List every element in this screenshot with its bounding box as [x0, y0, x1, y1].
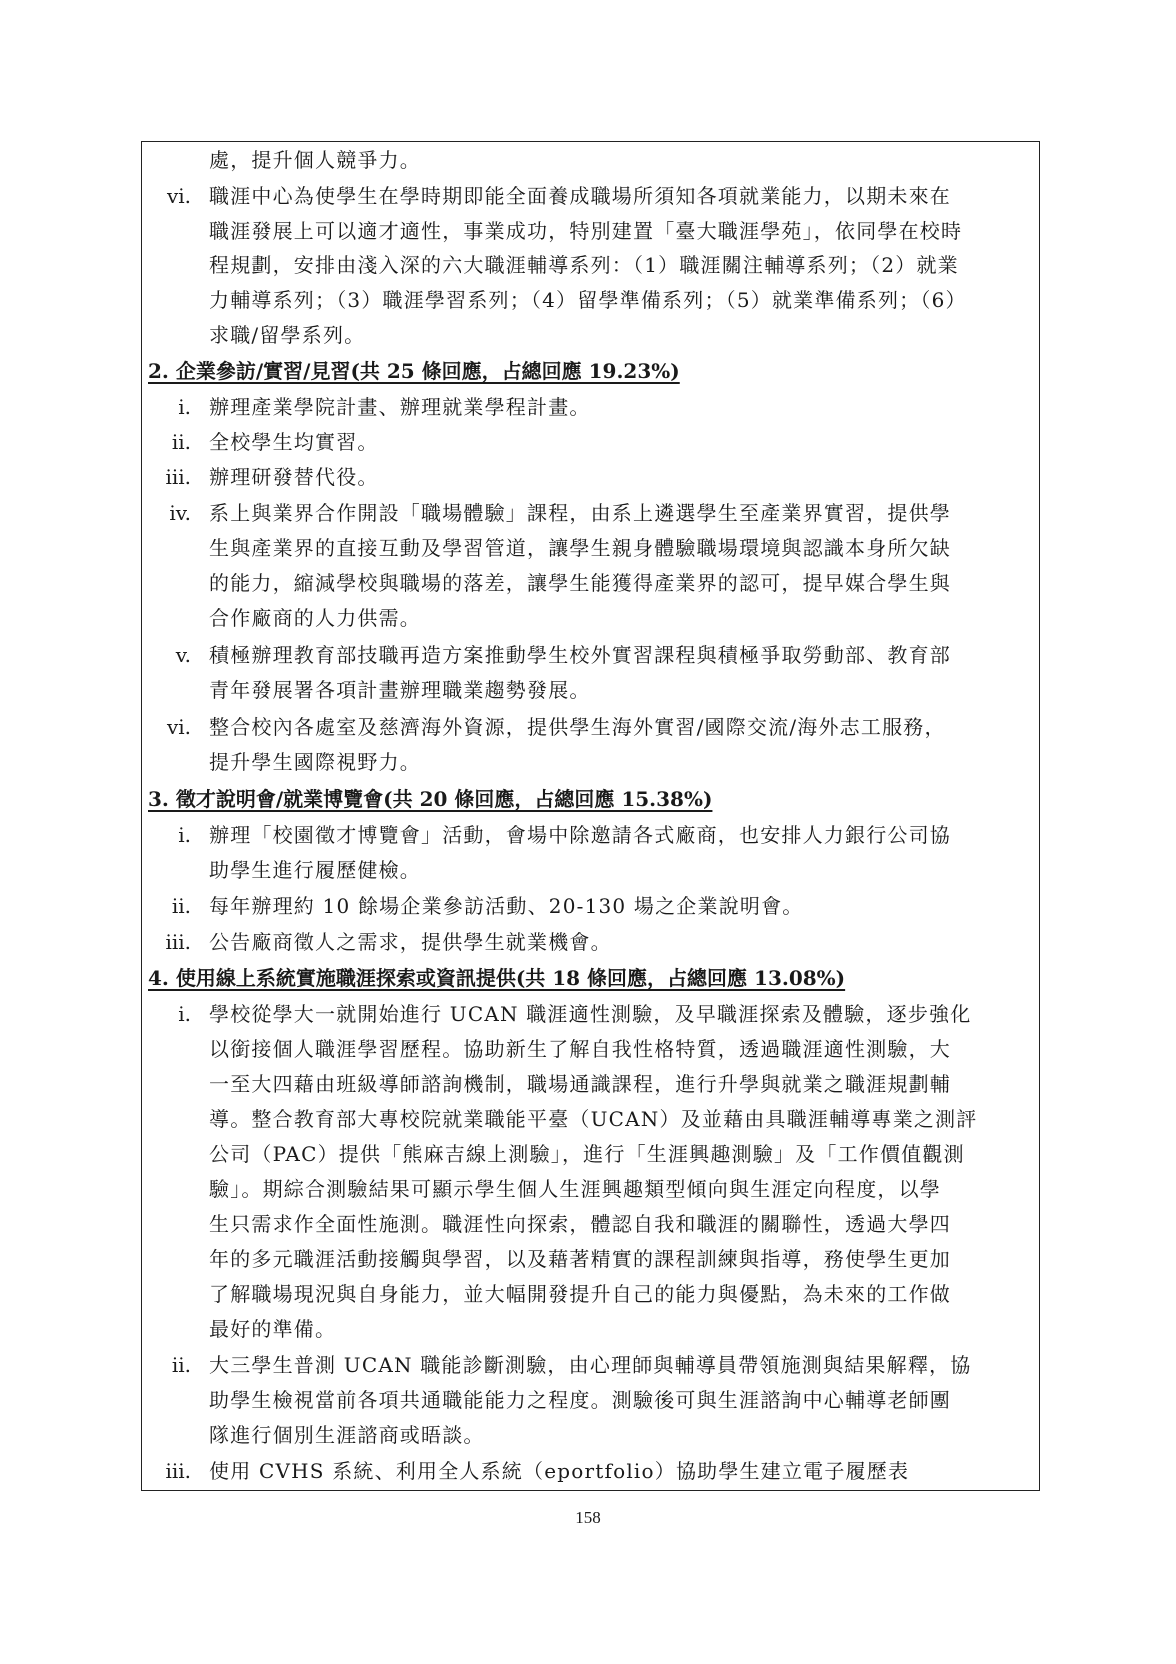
item-line: 公告廠商徵人之需求，提供學生就業機會。 — [209, 930, 612, 954]
item-number: i. — [178, 1002, 191, 1026]
item-line: 大三學生普測 UCAN 職能診斷測驗，由心理師與輔導員帶領施測與結果解釋，協 — [209, 1353, 972, 1377]
item-number: ii. — [171, 430, 191, 454]
item-number: i. — [178, 395, 191, 419]
item-number: ii. — [171, 894, 191, 918]
continuation-line: 處，提升個人競爭力。 — [209, 148, 421, 172]
item-line: 求職/留學系列。 — [209, 323, 366, 347]
section-heading: 3. 徵才說明會/就業博覽會(共 20 條回應，占總回應 15.38%) — [148, 787, 713, 811]
item-line: 公司（PAC）提供「熊麻吉線上測驗」，進行「生涯興趣測驗」及「工作價值觀測 — [209, 1142, 965, 1166]
item-number: i. — [178, 823, 191, 847]
item-line: 一至大四藉由班級導師諮詢機制，職場通識課程，進行升學與就業之職涯規劃輔 — [209, 1072, 951, 1096]
item-line: 力輔導系列；（3）職涯學習系列；（4）留學準備系列；（5）就業準備系列；（6） — [209, 288, 967, 312]
item-line: 全校學生均實習。 — [209, 430, 379, 454]
item-line: 程規劃，安排由淺入深的六大職涯輔導系列：（1）職涯關注輔導系列；（2）就業 — [209, 253, 959, 277]
item-line: 整合校內各處室及慈濟海外資源，提供學生海外實習/國際交流/海外志工服務， — [209, 715, 946, 739]
item-line: 助學生檢視當前各項共通職能能力之程度。測驗後可與生涯諮詢中心輔導老師團 — [209, 1388, 951, 1412]
item-line: 隊進行個別生涯諮商或晤談。 — [209, 1423, 485, 1447]
item-line: 每年辦理約 10 餘場企業參訪活動、20-130 場之企業說明會。 — [209, 894, 804, 918]
item-line: 辦理產業學院計畫、辦理就業學程計畫。 — [209, 395, 591, 419]
item-number: ii. — [171, 1353, 191, 1377]
item-line: 導。整合教育部大專校院就業職能平臺（UCAN）及並藉由具職涯輔導專業之測評 — [209, 1107, 978, 1131]
item-line: 提升學生國際視野力。 — [209, 750, 421, 774]
page-number: 158 — [575, 1508, 601, 1527]
section-heading: 4. 使用線上系統實施職涯探索或資訊提供(共 18 條回應，占總回應 13.08%) — [148, 966, 846, 990]
item-number: iii. — [165, 930, 191, 954]
item-line: 最好的準備。 — [209, 1317, 337, 1341]
item-line: 生只需求作全面性施測。職涯性向探索，體認自我和職涯的關聯性，透過大學四 — [209, 1212, 951, 1236]
item-line: 積極辦理教育部技職再造方案推動學生校外實習課程與積極爭取勞動部、教育部 — [209, 643, 951, 667]
item-line: 青年發展署各項計畫辦理職業趨勢發展。 — [209, 678, 591, 702]
item-number: vi. — [166, 184, 191, 208]
item-number: iii. — [165, 1459, 191, 1483]
item-line: 使用 CVHS 系統、利用全人系統（eportfolio）協助學生建立電子履歷表 — [209, 1459, 910, 1483]
item-line: 系上與業界合作開設「職場體驗」課程，由系上遴選學生至產業界實習，提供學 — [209, 501, 951, 525]
item-line: 職涯中心為使學生在學時期即能全面養成職場所須知各項就業能力，以期未來在 — [209, 184, 951, 208]
item-line: 學校從學大一就開始進行 UCAN 職涯適性測驗，及早職涯探索及體驗，逐步強化 — [209, 1002, 972, 1026]
section-heading: 2. 企業參訪/實習/見習(共 25 條回應，占總回應 19.23%) — [148, 359, 680, 383]
item-line: 了解職場現況與自身能力，並大幅開發提升自己的能力與優點，為未來的工作做 — [209, 1282, 951, 1306]
item-line: 生與產業界的直接互動及學習管道，讓學生親身體驗職場環境與認識本身所欠缺 — [209, 536, 951, 560]
item-number: iv. — [169, 501, 191, 525]
item-line: 助學生進行履歷健檢。 — [209, 858, 421, 882]
item-line: 職涯發展上可以適才適性，事業成功，特別建置「臺大職涯學苑」，依同學在校時 — [209, 219, 963, 243]
item-line: 年的多元職涯活動接觸與學習，以及藉著精實的課程訓練與指導，務使學生更加 — [209, 1247, 951, 1271]
item-line: 辦理「校園徵才博覽會」活動，會場中除邀請各式廠商，也安排人力銀行公司協 — [209, 823, 951, 847]
item-line: 的能力，縮減學校與職場的落差，讓學生能獲得產業界的認可，提早媒合學生與 — [209, 571, 951, 595]
item-number: vi. — [166, 715, 191, 739]
item-line: 以銜接個人職涯學習歷程。協助新生了解自我性格特質，透過職涯適性測驗，大 — [209, 1037, 951, 1061]
item-line: 辦理研發替代役。 — [209, 465, 379, 489]
item-number: v. — [175, 643, 191, 667]
item-number: iii. — [165, 465, 191, 489]
item-line: 合作廠商的人力供需。 — [209, 606, 421, 630]
item-line: 驗」。期綜合測驗結果可顯示學生個人生涯興趣類型傾向與生涯定向程度，以學 — [209, 1177, 941, 1201]
